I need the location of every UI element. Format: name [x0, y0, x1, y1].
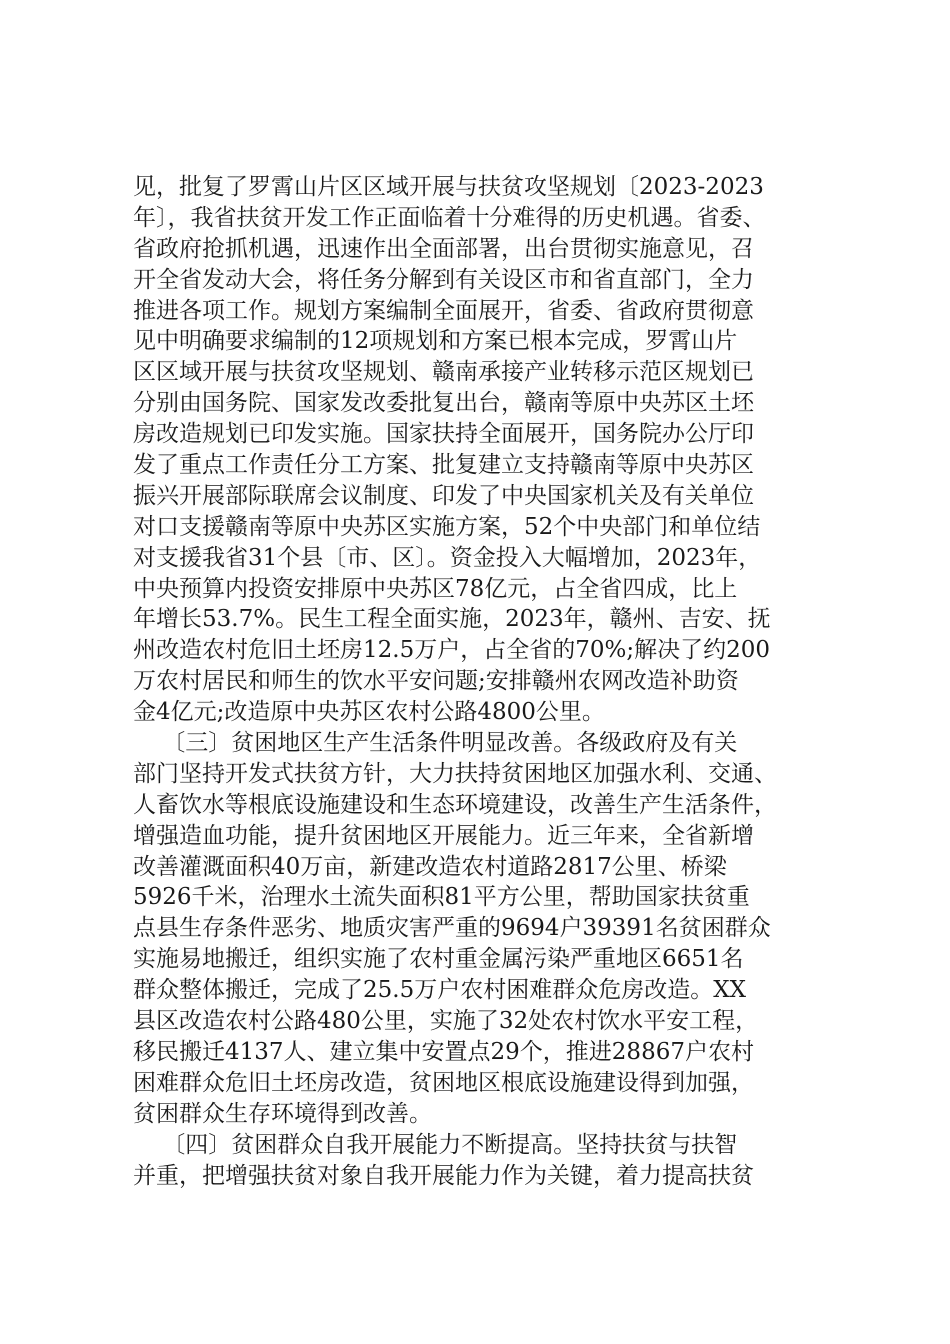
text-line: 年〕，我省扶贫开发工作正面临着十分难得的历史机遇。省委、 — [133, 204, 766, 231]
text-line: 县区改造农村公路480公里，实施了32处农村饮水平安工程， — [133, 1008, 759, 1035]
text-line: 金4亿元;改造原中央苏区农村公路4800公里。 — [133, 699, 605, 726]
text-line: 房改造规划已印发实施。国家扶持全面展开，国务院办公厅印 — [133, 421, 754, 448]
text-line: 中央预算内投资安排原中央苏区78亿元，占全省四成，比上 — [133, 575, 738, 602]
text-line: 见，批复了罗霄山片区区域开展与扶贫攻坚规划〔2023-2023 — [133, 174, 764, 200]
text-line: 区区域开展与扶贫攻坚规划、赣南承接产业转移示范区规划已 — [133, 359, 754, 386]
text-line: 振兴开展部际联席会议制度、印发了中央国家机关及有关单位 — [133, 482, 754, 509]
document-body — [133, 172, 823, 1191]
text-line: 年增长53.7%。民生工程全面实施，2023年，赣州、吉安、抚 — [133, 606, 771, 633]
text-line: 州改造农村危旧土坯房12.5万户，占全省的70%;解决了约200 — [133, 637, 770, 664]
text-line: 点县生存条件恶劣、地质灾害严重的9694户39391名贫困群众 — [133, 915, 771, 942]
text-line: 对支援我省31个县〔市、区〕。资金投入大幅增加，2023年， — [133, 544, 762, 571]
text-line: 困难群众危旧土坯房改造，贫困地区根底设施建设得到加强， — [133, 1069, 754, 1096]
text-line: 开全省发动大会，将任务分解到有关设区市和省直部门，全力 — [133, 266, 754, 293]
text-line: 5926千米，治理水土流失面积81平方公里，帮助国家扶贫重 — [133, 884, 750, 911]
text-line: 人畜饮水等根底设施建设和生态环境建设，改善生产生活条件， — [133, 791, 777, 818]
text-line: 增强造血功能，提升贫困地区开展能力。近三年来，全省新增 — [133, 822, 754, 849]
text-line: 贫困群众生存环境得到改善。 — [133, 1100, 432, 1127]
text-line: 移民搬迁4137人、建立集中安置点29个，推进28867户农村 — [133, 1038, 754, 1065]
text-line: 发了重点工作责任分工方案、批复建立支持赣南等原中央苏区 — [133, 452, 754, 479]
text-line: 群众整体搬迁，完成了25.5万户农村困难群众危房改造。XX — [133, 977, 746, 1004]
text-line: 万农村居民和师生的饮水平安问题;安排赣州农网改造补助资 — [133, 668, 739, 695]
text-line: 见中明确要求编制的12项规划和方案已根本完成，罗霄山片 — [133, 328, 738, 355]
text-line: 部门坚持开发式扶贫方针，大力扶持贫困地区加强水利、交通、 — [133, 760, 777, 787]
text-line: 推进各项工作。规划方案编制全面展开，省委、省政府贯彻意 — [133, 297, 754, 324]
text-line: 省政府抢抓机遇，迅速作出全面部署，出台贯彻实施意见，召 — [133, 235, 754, 262]
paragraph-heading-line: 〔四〕贫困群众自我开展能力不断提高。坚持扶贫与扶智 — [133, 1131, 738, 1158]
text-line: 对口支援赣南等原中央苏区实施方案，52个中央部门和单位结 — [133, 513, 761, 540]
text-line: 分别由国务院、国家发改委批复出台，赣南等原中央苏区土坯 — [133, 390, 754, 417]
text-line: 改善灌溉面积40万亩，新建改造农村道路2817公里、桥梁 — [133, 853, 727, 880]
text-line: 并重，把增强扶贫对象自我开展能力作为关键，着力提高扶贫 — [133, 1162, 754, 1189]
paragraph-heading-line: 〔三〕贫困地区生产生活条件明显改善。各级政府及有关 — [133, 730, 738, 757]
text-line: 实施易地搬迁，组织实施了农村重金属污染严重地区6651名 — [133, 946, 744, 973]
